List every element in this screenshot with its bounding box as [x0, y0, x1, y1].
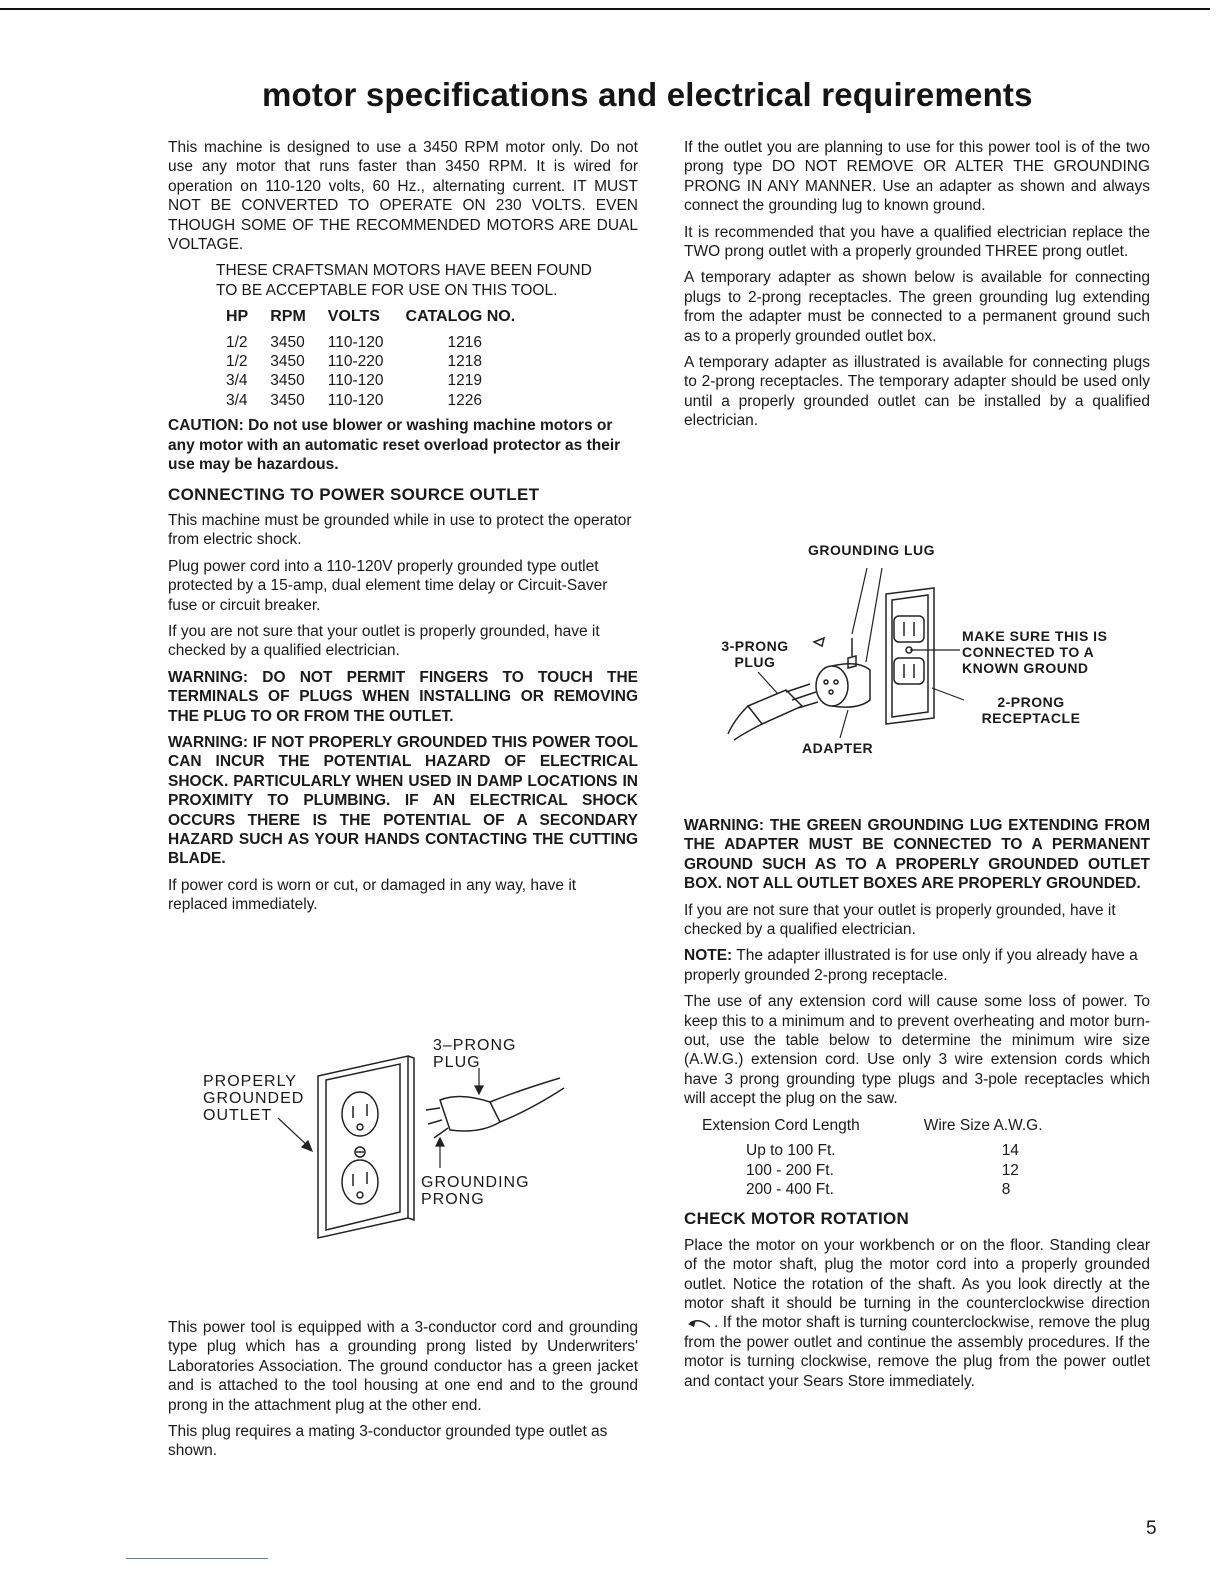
motor-cell: 3/4	[226, 372, 248, 390]
right-not-sure-paragraph: If you are not sure that your outlet is properly grounded, have it checked by a qualified electrician.	[684, 901, 1116, 939]
ext-cell: Up to 100 Ft.	[746, 1142, 836, 1160]
three-prong-plug	[426, 1078, 564, 1138]
three-prong-plug-adapter	[728, 684, 818, 740]
motor-header-catalog: CATALOG NO.	[405, 308, 516, 326]
two-prong-receptacle	[886, 588, 934, 724]
label-adapter: ADAPTER	[802, 740, 874, 756]
recommended-paragraph: It is recommended that you have a qualified electrician replace the TWO prong outlet with a properly grounded THREE prong outlet.	[684, 223, 1150, 261]
motor-cell: 3/4	[226, 391, 248, 409]
counterclockwise-arrow-icon	[686, 1317, 712, 1329]
motor-cell: 1/2	[226, 333, 248, 351]
label-adapter-plug: 3-PRONG PLUG	[721, 638, 789, 670]
motor-cell: 1219	[447, 372, 483, 390]
rotation-text-a: Place the motor on your workbench or on the floor. Standing clear of the motor shaft, plug the motor cord into a properly grounded outlet. Notice the rotation of the shaft. As you look directly at the motor shaft it should be turning in the counterclockwise direction	[684, 1236, 1150, 1312]
motor-header-volts: VOLTS	[327, 308, 380, 326]
ext-cell: 12	[1001, 1161, 1019, 1179]
motor-cell: 3450	[270, 353, 305, 371]
extension-table	[702, 1116, 1107, 1200]
label-grounding-lug: GROUNDING LUG	[808, 542, 936, 558]
rotation-paragraph	[684, 1236, 1150, 1391]
not-sure-paragraph: If you are not sure that your outlet is properly grounded, have it checked by a qualified electrician.	[168, 622, 600, 660]
label-make-sure: MAKE SURE THIS IS CONNECTED TO A KNOWN GROUND	[962, 628, 1108, 676]
bottom-rule	[126, 1558, 268, 1559]
worn-cord-paragraph: If power cord is worn or cut, or damaged in any way, have it replaced immediately.	[168, 876, 577, 914]
ext-cell: 8	[1001, 1180, 1011, 1198]
motor-cell: 3450	[270, 333, 305, 351]
motor-header-rpm: RPM	[270, 308, 306, 326]
motor-cell: 1226	[447, 391, 483, 409]
left-column	[168, 138, 638, 922]
extension-paragraph: The use of any extension cord will cause some loss of power. To keep this to a minimum and to prevent overheating and motor burn-out, use the table below to determine the minimum wire size (A.W.G.) extension cord. Use only 3 wire extension cords which have 3 prong grounding type plugs and 3-pole receptacles which will accept the plug on the saw.	[684, 993, 1150, 1108]
table-row	[226, 371, 537, 390]
motor-cell: 110-120	[327, 372, 384, 390]
ext-header-awg: Wire Size A.W.G.	[923, 1116, 1043, 1134]
motor-cell: 110-220	[327, 353, 384, 371]
rotation-text-b: . If the motor shaft is turning counterclockwise, remove the plug from the power outlet and continue the assembly procedures. If the motor is turning clockwise, remove the plug from the power outlet and contact your Sears Store immediately.	[684, 1314, 1150, 1390]
table-row	[226, 333, 537, 352]
label-grounding-prong: GROUNDING PRONG	[421, 1174, 530, 1208]
section-heading-rotation: CHECK MOTOR ROTATION	[684, 1209, 910, 1229]
ext-cell: 14	[1001, 1142, 1019, 1160]
note-text: The adapter illustrated is for use only if you already have a properly grounded 2-prong receptacle.	[684, 947, 1138, 984]
right-column-top	[684, 138, 1150, 438]
motor-cell: 110-120	[327, 333, 384, 351]
table-row	[702, 1180, 1107, 1199]
adapter-body	[814, 638, 870, 707]
temporary-adapter-paragraph-2: A temporary adapter as illustrated is available for connecting plugs to 2-prong receptacles. The temporary adapter should be used only until a properly grounded outlet can be installed by a qualified electrician.	[684, 354, 1150, 430]
note-label: NOTE:	[684, 947, 733, 965]
table-row	[226, 391, 537, 410]
extension-table-header	[702, 1116, 1107, 1141]
equipped-paragraph: This power tool is equipped with a 3-conductor cord and grounding type plug which has a grounding prong listed by Underwriters' Laboratories Association. The ground conductor has a green jacket and is attached to the tool housing at one end and to the ground prong in the attachment plug at the other end.	[168, 1319, 638, 1414]
table-row	[702, 1161, 1107, 1180]
ext-cell: 200 - 400 Ft.	[746, 1180, 834, 1198]
page-number: 5	[1146, 1518, 1157, 1539]
warning-fingers: WARNING: DO NOT PERMIT FINGERS TO TOUCH THE TERMINALS OF PLUGS WHEN INSTALLING OR REMOVING THE PLUG TO OR FROM THE OUTLET.	[168, 668, 638, 725]
warning-grounding-lug: WARNING: THE GREEN GROUNDING LUG EXTENDING FROM THE ADAPTER MUST BE CONNECTED TO A PERMANENT GROUND SUCH AS TO A PROPERLY GROUNDED OUTLET BOX. NOT ALL OUTLET BOXES ARE PROPERLY GROUNDED.	[684, 817, 1150, 893]
note-paragraph	[684, 946, 1150, 985]
temporary-adapter-paragraph-1: A temporary adapter as shown below is available for connecting plugs to 2-prong receptacles. The green grounding lug extending from the adapter must be connected to a permanent ground such as to a properly grounded outlet box.	[684, 269, 1150, 345]
ext-header-length: Extension Cord Length	[702, 1116, 860, 1134]
section-heading-power: CONNECTING TO POWER SOURCE OUTLET	[168, 484, 540, 504]
two-prong-paragraph: If the outlet you are planning to use for this power tool is of the two prong type DO NOT REMOVE OR ALTER THE GROUNDING PRONG IN ANY MANNER. Use an adapter as shown and always connect the grounding lug to known ground.	[684, 139, 1150, 215]
motor-header-hp: HP	[226, 308, 249, 326]
ext-cell: 100 - 200 Ft.	[746, 1161, 834, 1179]
left-column-bottom	[168, 1318, 638, 1468]
craftsman-note: THESE CRAFTSMAN MOTORS HAVE BEEN FOUND TO BE ACCEPTABLE FOR USE ON THIS TOOL.	[216, 262, 592, 299]
outlet-plate	[318, 1056, 414, 1238]
top-rule	[0, 8, 1210, 10]
label-three-prong-plug: 3–PRONG PLUG	[433, 1037, 517, 1071]
motor-cell: 3450	[270, 391, 305, 409]
table-row	[702, 1141, 1107, 1160]
intro-paragraph: This machine is designed to use a 3450 RPM motor only. Do not use any motor that runs faster than 3450 RPM. It is wired for operation on 110-120 volts, 60 Hz., alternating current. IT MUST NOT BE CONVERTED TO OPERATE ON 230 VOLTS. EVEN THOUGH SOME OF THE RECOMMENDED MOTORS ARE DUAL VOLTAGE.	[168, 139, 638, 254]
motor-cell: 1216	[447, 333, 483, 351]
table-row	[226, 352, 537, 371]
grounded-paragraph: This machine must be grounded while in use to protect the operator from electric shock.	[168, 511, 632, 549]
page-title: motor specifications and electrical requirements	[262, 76, 1033, 113]
motor-table	[226, 307, 537, 410]
label-grounded-outlet: PROPERLY GROUNDED OUTLET	[203, 1073, 305, 1124]
right-column-bottom	[684, 816, 1150, 1398]
warning-grounding: WARNING: IF NOT PROPERLY GROUNDED THIS POWER TOOL CAN INCUR THE POTENTIAL HAZARD OF ELECTRICAL SHOCK. PARTICULARLY WHEN USED IN DAMP LOCATIONS IN PROXIMITY TO PLUMBING. IF AN ELECTRICAL SHOCK OCCURS THERE IS THE POTENTIAL OF A SECONDARY HAZARD SUCH AS YOUR HANDS CONTACTING THE CUTTING BLADE.	[168, 733, 638, 868]
label-two-prong-receptacle: 2-PRONG RECEPTACLE	[981, 694, 1081, 726]
motor-cell: 3450	[270, 372, 305, 390]
caution-text: CAUTION: Do not use blower or washing machine motors or any motor with an automatic reset overload protector as their use may be hazardous.	[168, 417, 621, 474]
plug-paragraph: Plug power cord into a 110-120V properly grounded type outlet protected by a 15-amp, dual element time delay or Circuit-Saver fuse or circuit breaker.	[168, 557, 608, 614]
motor-cell: 110-120	[327, 391, 384, 409]
motor-cell: 1/2	[226, 353, 248, 371]
motor-cell: 1218	[447, 353, 483, 371]
motor-table-header	[226, 307, 537, 332]
mating-paragraph: This plug requires a mating 3-conductor grounded type outlet as shown.	[168, 1423, 608, 1460]
